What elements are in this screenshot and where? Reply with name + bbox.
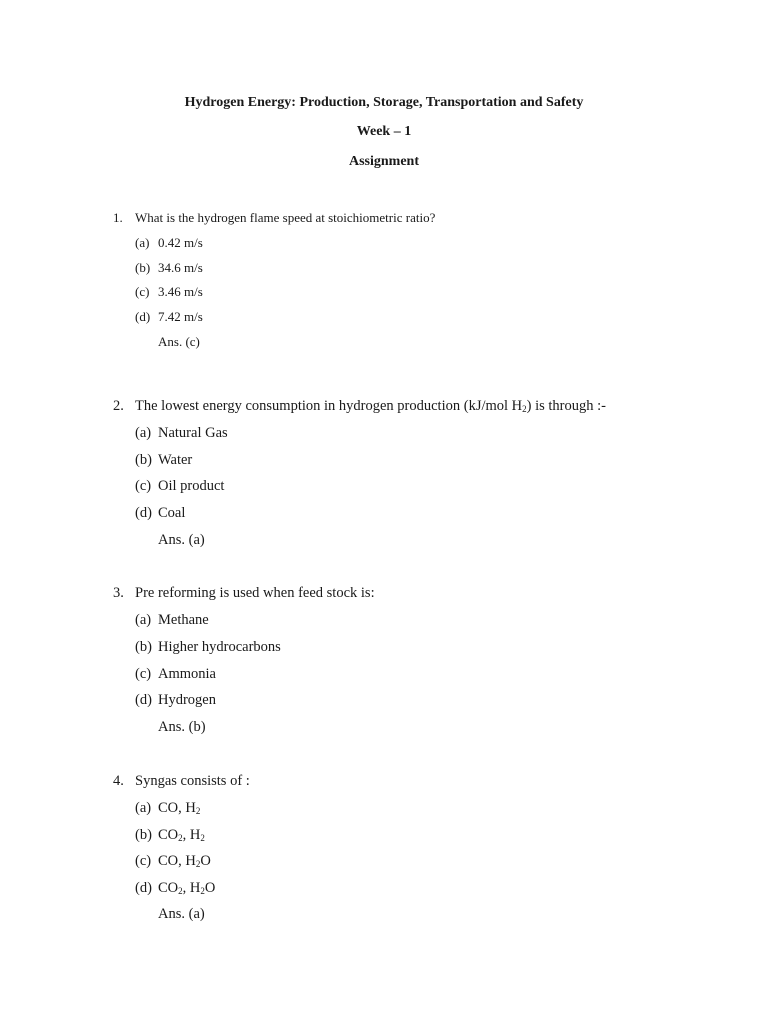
question-text: Syngas consists of : — [135, 773, 250, 789]
option-label: (c) — [135, 853, 152, 869]
option-label: (a) — [135, 612, 152, 628]
option-label: (b) — [135, 827, 152, 843]
formula-part: CO — [158, 827, 179, 843]
option-label: (d) — [135, 692, 152, 708]
option-text: 7.42 m/s — [158, 309, 203, 324]
option-label: (c) — [135, 478, 152, 494]
question-text-part: ) is through :- — [526, 398, 606, 414]
subscript: 2 — [178, 833, 183, 844]
formula-part: CO — [158, 880, 179, 896]
option-text: Coal — [158, 505, 186, 521]
formula-part: , H — [182, 880, 201, 896]
formula-part: CO, H — [158, 853, 196, 869]
question-text: Pre reforming is used when feed stock is: — [135, 585, 375, 601]
question-text — [135, 397, 606, 415]
subscript: 2 — [200, 886, 205, 897]
answer: Ans. (b) — [158, 719, 206, 735]
subscript: 2 — [522, 404, 527, 415]
option-text: Water — [158, 452, 193, 468]
subscript: 2 — [178, 886, 183, 897]
option-label: (c) — [135, 284, 150, 299]
option-text: Methane — [158, 612, 209, 628]
option-label: (a) — [135, 425, 152, 441]
formula-part: O — [200, 853, 211, 869]
option-text — [158, 826, 205, 844]
option-label: (b) — [135, 639, 152, 655]
question-number: 4. — [113, 773, 124, 789]
subscript: 2 — [195, 859, 201, 870]
option-text — [158, 879, 215, 897]
option-text: 34.6 m/s — [158, 260, 203, 275]
option-text: Natural Gas — [158, 425, 228, 441]
option-label: (a) — [135, 235, 150, 250]
option-text — [158, 852, 211, 870]
option-text — [158, 799, 200, 817]
option-label: (b) — [135, 452, 152, 468]
option-text: 3.46 m/s — [158, 284, 203, 299]
question-number: 1. — [113, 210, 123, 225]
question-number: 2. — [113, 398, 124, 414]
assignment-heading: Assignment — [348, 154, 419, 169]
option-text: Hydrogen — [158, 692, 216, 708]
option-text: 0.42 m/s — [158, 235, 203, 250]
subscript: 2 — [195, 806, 201, 817]
formula-part: CO, H — [158, 800, 196, 816]
answer: Ans. (a) — [158, 906, 205, 922]
option-text: Oil product — [158, 478, 225, 494]
document-title: Hydrogen Energy: Production, Storage, Transportation and Safety — [184, 95, 584, 110]
option-label: (b) — [135, 260, 151, 275]
option-label: (c) — [135, 666, 152, 682]
question-number: 3. — [113, 585, 124, 601]
formula-part: , H — [182, 827, 201, 843]
question-text-part: The lowest energy consumption in hydrogen production (kJ/mol H — [135, 398, 523, 414]
question-text: What is the hydrogen flame speed at stoichiometric ratio? — [135, 210, 436, 225]
answer: Ans. (a) — [158, 532, 205, 548]
formula-part: O — [204, 880, 216, 896]
option-text: Ammonia — [158, 666, 216, 682]
subscript: 2 — [200, 833, 205, 844]
answer: Ans. (c) — [158, 334, 200, 349]
option-label: (a) — [135, 800, 152, 816]
option-label: (d) — [135, 309, 151, 324]
option-label: (d) — [135, 880, 152, 896]
week-heading: Week – 1 — [356, 124, 412, 139]
option-text: Higher hydrocarbons — [158, 639, 281, 655]
option-label: (d) — [135, 505, 152, 521]
